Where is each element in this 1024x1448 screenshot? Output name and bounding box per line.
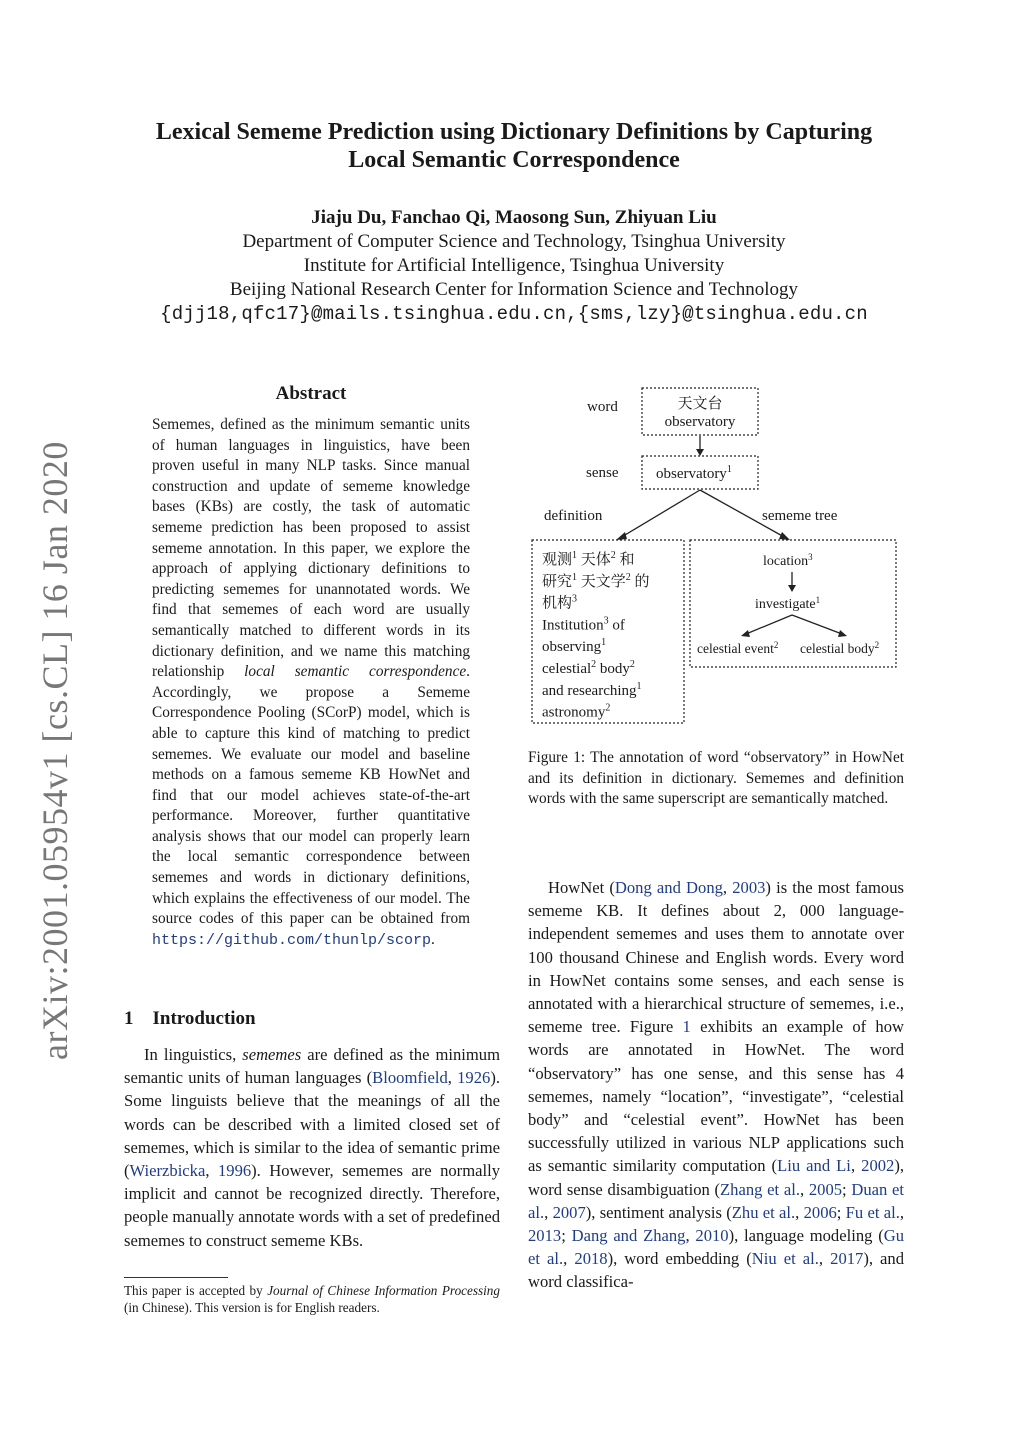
intro-text: In linguistics, (144, 1045, 243, 1064)
para-text: ), word embedding ( (607, 1249, 752, 1269)
figure-1-diagram (524, 380, 908, 730)
section-number: 1 (124, 1008, 134, 1029)
citation-link[interactable]: Zhang et al. (720, 1179, 800, 1199)
para-text: , (722, 878, 733, 897)
para-text: ), word sense disambiguation ( (528, 1156, 905, 1199)
figure-1-caption: Figure 1: The annotation of word “observatory” in HowNet and its definition in dictionary. Sememes and definition words with the same superscript are semantically matched. (528, 749, 904, 808)
intro-text: , (205, 1161, 218, 1181)
definition-line: 机构3 (542, 593, 578, 612)
para-text: HowNet ( (548, 878, 615, 897)
para-text: ; (842, 1179, 852, 1199)
footnote (124, 1282, 500, 1316)
para-text: , (685, 1226, 696, 1246)
footnote-journal: Journal of Chinese Information Processing (267, 1283, 500, 1298)
arrow-to-definition (620, 490, 700, 538)
para-text: exhibits an example of how words are annotated in HowNet. The word “observatory” has one sense, and this sense has 4 sememes, namely “location”, “investigate”, “celestial body” and “celestial event”. HowNet has been successfully utilized in various NLP applications such as semantic similarity computation ( (528, 1017, 904, 1176)
author-names: Jiaju Du, Fanchao Qi, Maosong Sun, Zhiyuan Liu (311, 207, 717, 228)
para-text: ; (561, 1226, 572, 1246)
label-sememe-tree: sememe tree (762, 508, 838, 524)
citation-year-link[interactable]: 2006 (803, 1202, 837, 1222)
source-code-link[interactable]: https://github.com/thunlp/scorp (152, 931, 432, 949)
citation-link[interactable]: Wierzbicka (129, 1161, 206, 1181)
citation-link[interactable]: Dong and Dong (614, 878, 723, 897)
definition-line: and researching1 (542, 680, 642, 699)
para-text: ) is the most famous sememe KB. It defines about 2, 000 language-independent sememes and uses them to annotate over 100 thousand Chinese and English words. Every word in HowNet contains some senses, and each sense is annotated with a hierarchical structure of sememes, i.e., sememe tree. Figure (528, 878, 904, 1037)
para-text: , (799, 1179, 809, 1199)
intro-italic-sememes: sememes (242, 1045, 302, 1064)
citation-year-link[interactable]: 2013 (528, 1226, 562, 1246)
definition-line: Institution3 of (542, 615, 625, 634)
author-emails: {djj18,qfc17}@mails.tsinghua.edu.cn,{sms,lzy}@tsinghua.edu.cn (160, 303, 868, 325)
label-definition: definition (544, 508, 603, 524)
section-title: Introduction (152, 1008, 256, 1029)
abstract-heading: Abstract (275, 383, 347, 404)
paper-title (100, 118, 928, 174)
section-heading-introduction (124, 1008, 256, 1030)
arrowhead-definition (616, 532, 627, 540)
para-text: , (818, 1249, 831, 1269)
affiliation-3: Beijing National Research Center for Information Science and Technology (229, 279, 799, 300)
figure-ref-link[interactable]: 1 (682, 1017, 691, 1037)
footnote-rule (124, 1277, 228, 1278)
footnote-text: This paper is accepted by (124, 1283, 268, 1298)
citation-year-link[interactable]: 2002 (861, 1156, 895, 1176)
arrowhead-word-sense (696, 449, 704, 456)
abstract-end: . (431, 930, 435, 948)
para-text: , (563, 1249, 575, 1269)
intro-text: , (447, 1068, 458, 1088)
para-text: ), and word classifica- (528, 1249, 905, 1292)
intro-text: ). However, sememes are normally implicit and cannot be recognized directly. Therefore, people manually annotate words with a set of predefined sememes to construct sememe KBs. (124, 1161, 501, 1250)
citation-year-link[interactable]: 1996 (217, 1161, 252, 1181)
citation-link[interactable]: Dang and Zhang (571, 1226, 686, 1246)
citation-link[interactable]: Gu et al. (528, 1226, 905, 1269)
tree-arrowhead-left (741, 630, 750, 637)
sense-text: observatory$^1$ (656, 464, 732, 482)
arrowhead-tree (779, 532, 790, 540)
sememe-investigate: investigate$^1$ (755, 595, 821, 612)
intro-text: are defined as the minimum semantic units of human languages ( (124, 1045, 500, 1088)
definition-line: astronomy2 (542, 702, 611, 721)
author-block (100, 206, 928, 326)
footnote-text: (in Chinese). This version is for English readers. (124, 1300, 380, 1315)
word-chinese: 天文台 (677, 396, 723, 412)
label-sense: sense (586, 465, 619, 481)
para-text: ; (836, 1202, 846, 1222)
para-text: ), language modeling ( (728, 1226, 884, 1246)
citation-year-link[interactable]: 2005 (808, 1179, 843, 1199)
para-text: ), sentiment analysis ( (585, 1202, 732, 1222)
citation-link[interactable]: Duan et al. (528, 1179, 904, 1222)
abstract-text-1: Sememes, defined as the minimum semantic units of human languages in linguistics, have been proven useful in many NLP tasks. Since manual construction and update of sememe knowledge bases (KBs) are costly, the task of automatic sememe prediction has been proposed to assist sememe annotation. In this paper, we explore the approach of applying dictionary definitions to predicting sememes for unannotated words. We find that sememes of each word are usually semantically matched to different words in its dictionary definition, and we name this matching relationship (152, 416, 470, 681)
tree-arrowhead-right (838, 630, 847, 637)
definition-line: 研究1 天文学2 的 (542, 571, 650, 590)
para-text: , (544, 1202, 553, 1222)
citation-link[interactable]: Bloomfield (372, 1068, 448, 1088)
sememe-celestial-body: celestial body$^2$ (800, 640, 880, 656)
intro-paragraph (124, 1043, 500, 1252)
intro-text: ). Some linguists believe that the meanings of all the words can be described with a limited closed set of sememes, which is similar to the idea of semantic prime ( (124, 1068, 500, 1181)
tree-edge-right (792, 615, 842, 634)
label-word: word (587, 399, 618, 415)
affiliation-1: Department of Computer Science and Technology, Tsinghua University (242, 231, 786, 252)
title-line-1: Lexical Sememe Prediction using Dictionary Definitions by Capturing (155, 119, 873, 145)
citation-year-link[interactable]: 2018 (574, 1249, 608, 1269)
hownet-paragraph (528, 876, 904, 1294)
citation-year-link[interactable]: 2010 (695, 1226, 729, 1246)
tree-arrowhead-root (788, 585, 796, 592)
tree-edge-left (746, 615, 792, 634)
citation-year-link[interactable]: 2017 (830, 1249, 864, 1269)
abstract-italic-term: local semantic correspondence (244, 663, 467, 681)
affiliation-2: Institute for Artificial Intelligence, Tsinghua University (303, 255, 725, 276)
sememe-location: location$^3$ (763, 552, 813, 569)
arxiv-stamp: arXiv:2001.05954v1 [cs.CL] 16 Jan 2020 (35, 441, 75, 1060)
citation-link[interactable]: Liu and Li (777, 1156, 851, 1176)
definition-line: 观测1 天体2 和 (542, 550, 635, 568)
para-text: , (850, 1156, 862, 1176)
citation-link[interactable]: Fu et al. (845, 1202, 900, 1222)
citation-year-link[interactable]: 2003 (732, 878, 766, 897)
definition-line: observing1 (542, 637, 607, 656)
word-english: observatory (664, 414, 736, 430)
abstract-body (152, 415, 470, 951)
citation-link[interactable]: Niu et al. (751, 1249, 819, 1269)
para-text: , (795, 1202, 804, 1222)
para-text: , (899, 1202, 905, 1222)
abstract-text-2: . Accordingly, we propose a Sememe Correspondence Pooling (SCorP) model, which is able to capture this kind of matching to predict sememes. We evaluate our model and baseline methods on a famous sememe KB HowNet and find that our model achieves state-of-the-art performance. Moreover, further quantitative analysis shows that our model can properly learn the local semantic correspondence between sememes and words in dictionary definitions, which explains the effectiveness of our model. The source codes of this paper can be obtained from (152, 663, 470, 928)
citation-year-link[interactable]: 1926 (457, 1068, 491, 1088)
sememe-celestial-event: celestial event$^2$ (697, 640, 779, 656)
title-line-2: Local Semantic Correspondence (348, 147, 680, 173)
citation-year-link[interactable]: 2007 (552, 1202, 586, 1222)
definition-line: celestial2 body2 (542, 659, 635, 677)
definition-lines (542, 550, 650, 721)
citation-link[interactable]: Zhu et al. (731, 1202, 796, 1222)
